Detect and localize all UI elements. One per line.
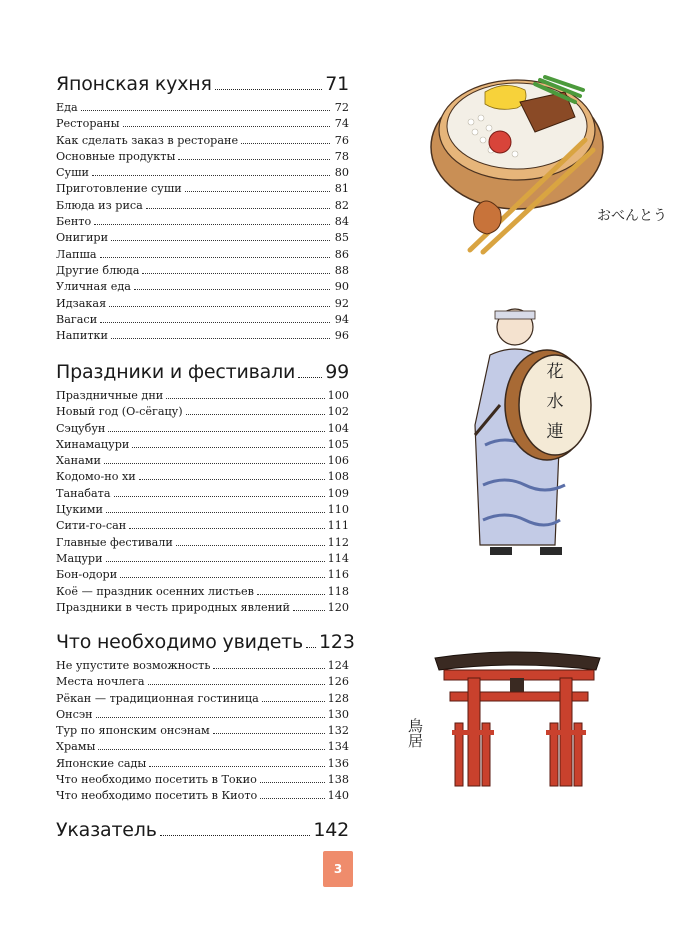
drum-char-2: 水 <box>546 392 564 412</box>
toc-entry[interactable] <box>56 296 349 312</box>
entry-label: Праздничные дни <box>56 389 164 402</box>
leader-dots <box>94 224 330 225</box>
entry-page: 106 <box>327 454 349 468</box>
toc-entry[interactable] <box>56 116 349 132</box>
section-page-number: 142 <box>313 819 349 841</box>
toc-entry[interactable] <box>56 100 349 116</box>
toc-entry[interactable] <box>56 518 349 534</box>
entry-page: 96 <box>334 329 349 343</box>
entry-label: Как сделать заказ в ресторане <box>56 133 239 147</box>
leader-dots <box>262 701 325 702</box>
leader-dots <box>106 512 325 513</box>
toc-entry[interactable] <box>56 658 349 674</box>
entry-page: 126 <box>327 675 349 689</box>
leader-dots <box>100 257 330 258</box>
section-title-label: Праздники и фестивали <box>56 361 296 383</box>
entry-label: Блюда из риса <box>56 198 143 212</box>
entry-page: 100 <box>327 389 349 402</box>
drum-man-illustration <box>455 295 605 577</box>
entry-label: Японские сады <box>56 756 147 770</box>
toc-entry[interactable] <box>56 551 349 567</box>
leader-dots <box>114 496 325 497</box>
drum-char-1: 花 <box>546 362 564 382</box>
toc-entry[interactable] <box>56 279 349 295</box>
toc-entry[interactable] <box>56 739 349 755</box>
entry-label: Бенто <box>56 215 92 229</box>
entry-page: 82 <box>334 198 349 212</box>
section-title-label: Что необходимо увидеть <box>56 631 304 653</box>
entry-label: Лапша <box>56 247 97 261</box>
leader-dots <box>106 561 325 562</box>
toc-entry[interactable] <box>56 230 349 246</box>
entry-label: Места ночлега <box>56 675 145 689</box>
entry-page: 104 <box>327 421 349 435</box>
entry-page: 111 <box>327 519 349 533</box>
entry-label: Не упустите возможность <box>56 659 211 672</box>
entry-label: Что необходимо посетить в Киото <box>56 789 258 803</box>
entry-label: Уличная еда <box>56 280 131 294</box>
entry-label: Хинамацури <box>56 437 130 451</box>
entry-label: Онигири <box>56 231 109 245</box>
leader-dots <box>215 89 322 90</box>
toc-entry[interactable] <box>56 600 349 616</box>
toc-entry[interactable] <box>56 502 349 518</box>
leader-dots <box>241 143 330 144</box>
leader-dots <box>176 545 325 546</box>
bento-illustration <box>425 62 667 257</box>
leader-dots <box>100 322 330 323</box>
entry-page: 128 <box>327 691 349 705</box>
section-title[interactable] <box>56 72 349 96</box>
entry-label: Приготовление суши <box>56 182 182 196</box>
entry-label: Рестораны <box>56 117 120 131</box>
torii-illustration <box>406 648 610 788</box>
entry-page: 80 <box>334 166 349 180</box>
toc-entry[interactable] <box>56 198 349 214</box>
entry-label: Мацури <box>56 551 103 565</box>
leader-dots <box>96 717 325 718</box>
entry-label: Еда <box>56 101 78 114</box>
toc-entry[interactable] <box>56 388 349 404</box>
entry-label: Бон-одори <box>56 568 118 582</box>
entry-label: Сэцубун <box>56 421 106 435</box>
entry-label: Напитки <box>56 329 108 343</box>
entry-label: Коё — праздник осенних листьев <box>56 584 254 598</box>
toc-entry[interactable] <box>56 421 349 437</box>
entry-label: Вагаси <box>56 312 98 326</box>
bento-caption: おべんとう <box>597 208 667 224</box>
entry-page: 112 <box>327 535 349 549</box>
leader-dots <box>298 377 322 378</box>
leader-dots <box>213 733 325 734</box>
leader-dots <box>186 414 325 415</box>
leader-dots <box>108 431 324 432</box>
entry-page: 78 <box>334 149 349 163</box>
entry-page: 76 <box>334 133 349 147</box>
entry-label: Другие блюда <box>56 263 140 277</box>
leader-dots <box>81 110 330 111</box>
entry-page: 110 <box>327 503 349 517</box>
toc-entry[interactable] <box>56 486 349 502</box>
toc-entry[interactable] <box>56 691 349 707</box>
entry-label: Тур по японским онсэнам <box>56 724 210 738</box>
entry-page: 84 <box>334 215 349 229</box>
leader-dots <box>166 398 324 399</box>
section-title-label: Японская кухня <box>56 73 212 95</box>
leader-dots <box>111 240 330 241</box>
leader-dots <box>148 684 325 685</box>
entry-label: Онсэн <box>56 707 93 721</box>
entry-page: 118 <box>327 584 349 598</box>
section-title[interactable] <box>56 630 355 654</box>
section-title-label: Указатель <box>56 819 157 841</box>
entry-label: Что необходимо посетить в Токио <box>56 773 257 787</box>
toc-entry[interactable] <box>56 453 349 469</box>
entry-label: Кодомо-но хи <box>56 470 136 484</box>
page-number-badge: 3 <box>323 851 353 887</box>
leader-dots <box>146 208 330 209</box>
entry-page: 134 <box>327 740 349 754</box>
entry-label: Ханами <box>56 454 101 468</box>
toc-entry[interactable] <box>56 707 349 723</box>
toc-entry[interactable] <box>56 469 349 485</box>
leader-dots <box>98 749 324 750</box>
toc-entry[interactable] <box>56 674 349 690</box>
leader-dots <box>109 306 330 307</box>
leader-dots <box>178 159 330 160</box>
entry-page: 74 <box>334 117 349 131</box>
entry-page: 136 <box>327 756 349 770</box>
toc-section-index <box>56 818 349 846</box>
toc-section-sights <box>56 630 355 805</box>
entry-label: Праздники в честь природных явлений <box>56 600 291 614</box>
leader-dots <box>293 610 325 611</box>
entry-label: Основные продукты <box>56 149 176 163</box>
leader-dots <box>260 798 324 799</box>
leader-dots <box>306 647 316 648</box>
toc-entry[interactable] <box>56 567 349 583</box>
entry-label: Суши <box>56 166 89 180</box>
entry-page: 85 <box>334 231 349 245</box>
entry-label: Новый год (О-сёгацу) <box>56 405 183 419</box>
entry-label: Идзакая <box>56 296 107 310</box>
entry-page: 140 <box>327 789 349 803</box>
toc-entry[interactable] <box>56 328 349 344</box>
leader-dots <box>120 577 324 578</box>
toc-entry[interactable] <box>56 133 349 149</box>
leader-dots <box>134 289 330 290</box>
entry-page: 130 <box>327 707 349 721</box>
torii-caption: 鳥居 <box>406 718 424 748</box>
toc-entry[interactable] <box>56 404 349 420</box>
leader-dots <box>213 668 324 669</box>
leader-dots <box>111 338 330 339</box>
toc-entry[interactable] <box>56 149 349 165</box>
entry-label: Главные фестивали <box>56 535 173 549</box>
section-page-number: 123 <box>319 631 355 653</box>
entry-page: 72 <box>334 101 349 114</box>
entry-page: 105 <box>327 437 349 451</box>
entry-page: 102 <box>327 405 349 419</box>
leader-dots <box>132 447 324 448</box>
entry-page: 88 <box>334 263 349 277</box>
entry-page: 81 <box>334 182 349 196</box>
drum-char-3: 連 <box>546 422 564 442</box>
leader-dots <box>139 479 325 480</box>
toc-entry[interactable] <box>56 214 349 230</box>
leader-dots <box>185 191 330 192</box>
section-page-number: 99 <box>325 361 349 383</box>
toc-entry[interactable] <box>56 788 349 804</box>
entry-label: Рёкан — традиционная гостиница <box>56 691 259 705</box>
toc-entry[interactable] <box>56 263 349 279</box>
entry-page: 90 <box>334 280 349 294</box>
entry-page: 92 <box>334 296 349 310</box>
toc-section-cuisine <box>56 72 349 344</box>
section-title[interactable] <box>56 360 349 384</box>
entry-page: 94 <box>334 312 349 326</box>
entry-page: 114 <box>327 551 349 565</box>
toc-entry[interactable] <box>56 535 349 551</box>
entry-page: 109 <box>327 486 349 500</box>
toc-entry[interactable] <box>56 437 349 453</box>
leader-dots <box>260 782 325 783</box>
leader-dots <box>257 594 325 595</box>
leader-dots <box>129 528 324 529</box>
entry-label: Танабата <box>56 486 111 500</box>
leader-dots <box>123 126 330 127</box>
toc-section-holidays <box>56 360 349 616</box>
toc-entry[interactable] <box>56 312 349 328</box>
entry-page: 86 <box>334 247 349 261</box>
toc-entry[interactable] <box>56 772 349 788</box>
entry-page: 138 <box>327 773 349 787</box>
entry-label: Храмы <box>56 740 96 754</box>
toc-entry[interactable] <box>56 247 349 263</box>
toc-entry[interactable] <box>56 756 349 772</box>
entry-label: Сити-го-сан <box>56 519 127 533</box>
leader-dots <box>160 835 311 836</box>
entry-page: 132 <box>327 724 349 738</box>
leader-dots <box>142 273 330 274</box>
toc-entry[interactable] <box>56 584 349 600</box>
entry-page: 120 <box>327 600 349 614</box>
entry-label: Цукими <box>56 503 103 517</box>
entry-page: 108 <box>327 470 349 484</box>
section-page-number: 71 <box>325 73 349 95</box>
leader-dots <box>149 766 324 767</box>
leader-dots <box>92 175 330 176</box>
entry-page: 116 <box>327 568 349 582</box>
toc-entry[interactable] <box>56 723 349 739</box>
toc-entry[interactable] <box>56 181 349 197</box>
section-title[interactable] <box>56 818 349 842</box>
entry-page: 124 <box>327 659 349 672</box>
leader-dots <box>104 463 325 464</box>
toc-entry[interactable] <box>56 165 349 181</box>
